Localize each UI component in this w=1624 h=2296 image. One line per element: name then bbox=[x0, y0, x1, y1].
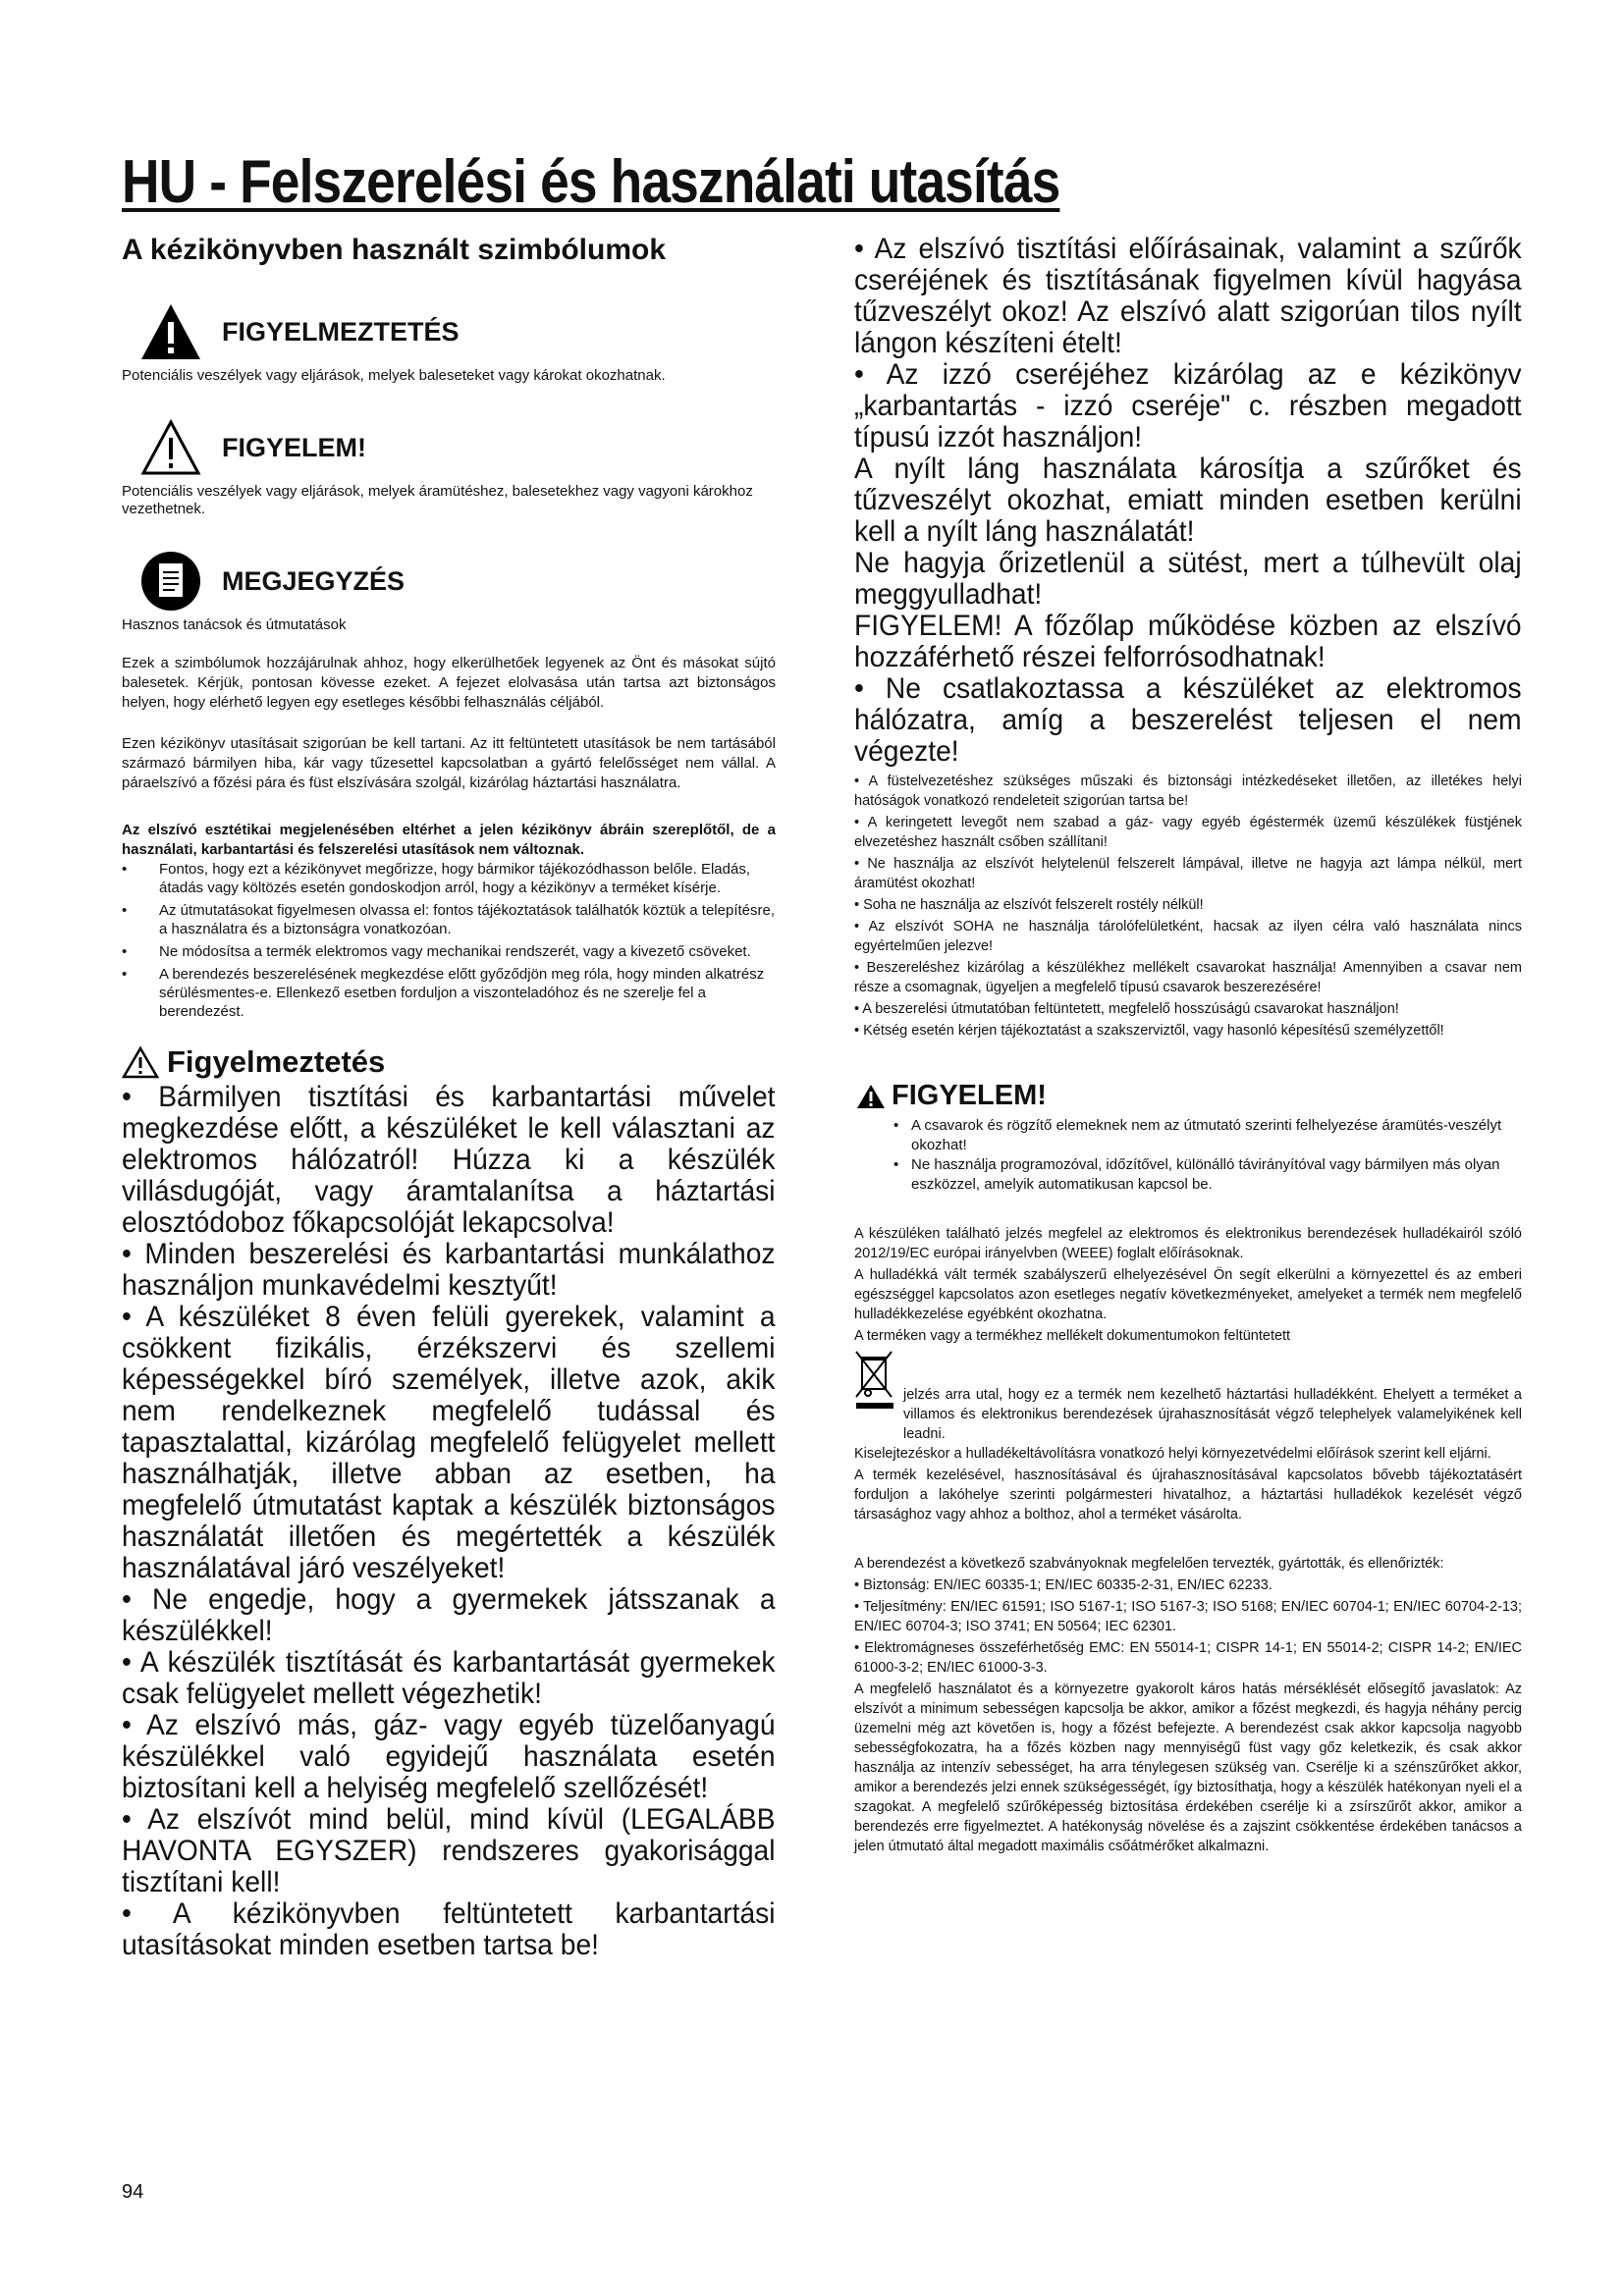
symbol-description: Potenciális veszélyek vagy eljárások, melyek baleseteket vagy károkat okozhatnak. bbox=[122, 367, 666, 384]
symbol-note bbox=[122, 550, 776, 613]
paragraph: Ezen kézikönyv utasításait szigorúan be kell tartani. Az itt feltüntetett utasítások be nem tartásából származó bármilyen hiba, kár vagy tűzesettel kapcsolatban a gyártó felelősséget nem vállal. A páraelszívó a főzési pára és füst elszívására szolgál, kizárólag háztartási használatra. bbox=[122, 735, 776, 791]
attention-list bbox=[854, 1116, 1522, 1195]
note-paragraph: • Kétség esetén kérjen tájékoztatást a szakszerviztől, vagy hasonló képesítésű személyzettől! bbox=[854, 1023, 1444, 1039]
warning-filled-icon bbox=[139, 300, 202, 363]
warning-heading bbox=[122, 1044, 776, 1080]
symbol-description: Potenciális veszélyek vagy eljárások, melyek áramütéshez, balesetekhez vagy vagyoni károkhoz vezethetnek. bbox=[122, 483, 753, 517]
list-item: • A csavarok és rögzítő elemeknek nem az útmutató szerinti felhelyezése áramütés-veszélyt okozhat! bbox=[911, 1116, 1522, 1155]
crossed-bin-icon bbox=[854, 1350, 895, 1411]
warning-paragraph: • Az elszívót mind belül, mind kívül (LEGALÁBB HAVONTA EGYSZER) rendszeres gyakorisággal tisztítani kell! bbox=[122, 1803, 776, 1898]
right-column bbox=[854, 234, 1522, 1858]
warning-filled-icon bbox=[856, 1084, 886, 1109]
weee-paragraph: A készüléken található jelzés megfelel az elektromos és elektronikus berendezések hulladékairól szóló 2012/19/EC európai irányelvben (WEEE) foglalt előírásoknak. bbox=[854, 1226, 1522, 1261]
warning-paragraph: • Minden beszerelési és karbantartási munkálathoz használjon munkavédelmi kesztyűt! bbox=[122, 1238, 776, 1302]
weee-paragraph: A hulladékká vált termék szabályszerű elhelyezésével Ön segít elkerülni a környezettel és az emberi egészséggel kapcsolatos azon esetleges negatív következményeket, amelyeket a termék nem megfelelő hulladékkezelése egyébként okozhatna. bbox=[854, 1267, 1522, 1322]
list-item: • Ne módosítsa a termék elektromos vagy mechanikai rendszerét, vagy a kivezető csöveket. bbox=[159, 942, 776, 961]
note-paragraph: • Ne használja az elszívót helytelenül felszerelt lámpával, illetve ne hagyja azt lámpa nélkül, mert áramütést okozhat! bbox=[854, 856, 1522, 891]
safety-paragraph: FIGYELEM! A főzőlap működése közben az elszívó hozzáférhető részei felforrósodhatnak! bbox=[854, 610, 1522, 673]
attention-title: FIGYELEM! bbox=[892, 1080, 1047, 1111]
note-paragraph: • Beszereléshez kizárólag a készülékhez mellékelt csavarokat használja! Amennyiben a csavar nem része a csomagnak, ügyeljen a megfelelő típusú csavarok beszerezésére! bbox=[854, 960, 1522, 995]
warning-paragraph: • A készüléket 8 éven felüli gyerekek, valamint a csökkent fizikális, érzékszervi és szellemi képességekkel bíró személyek, illetve azok, akik nem rendelkeznek megfelelő tudással és tapasztalattal, kizárólag megfelelő felügyelet mellett használhatják, illetve abban az esetben, ha megfelelő útmutatást kaptak a készülék biztonságos használatát illetően és megértették a készülék használatával járó veszélyeket! bbox=[122, 1301, 776, 1584]
safety-paragraph: • Az elszívó tisztítási előírásainak, valamint a szűrők cseréjének és tisztításának figyelmen kívül hagyása tűzveszélyt okoz! Az elszívó alatt szigorúan tilos nyílt lángon készíteni ételt! bbox=[854, 233, 1522, 359]
page-number: 94 bbox=[122, 2181, 144, 2203]
weee-paragraph: A termék kezelésével, hasznosításával és újrahasznosításával kapcsolatos bővebb tájékoztatásért forduljon a lakóhelye szerinti polgármesteri hivatalhoz, a háztartási hulladékok kezelését végző társasághoz vagy ahhoz a bolthoz, ahol a terméket vásárolta. bbox=[854, 1468, 1522, 1522]
weee-text bbox=[854, 1224, 1522, 1346]
standards-paragraph: • Biztonság: EN/IEC 60335-1; EN/IEC 60335-2-31, EN/IEC 62233. bbox=[854, 1577, 1272, 1593]
note-paragraph: • A keringetett levegőt nem szabad a gáz- vagy egyéb égéstermék üzemű készülékek füstjének elvezetéshez használt csőben szállítani! bbox=[854, 815, 1522, 850]
warning-text bbox=[122, 1082, 776, 1961]
standards-paragraph: A berendezést a következő szabványoknak megfelelően tervezték, gyártották, és ellenőrizték: bbox=[854, 1556, 1444, 1572]
bold-paragraph: Az elszívó esztétikai megjelenésében eltérhet a jelen kézikönyv ábráin szereplőtől, de a használati, karbantartási és felszerelési utasítások nem változnak. bbox=[122, 822, 776, 858]
symbols-section-title: A kézikönyvben használt szimbólumok bbox=[122, 234, 667, 266]
list-item: • A berendezés beszerelésének megkezdése előtt győződjön meg róla, hogy minden alkatrész sérülésmentes-e. Ellenkező esetben forduljon a viszonteladóhoz és ne szerelje fel a berendezést. bbox=[159, 965, 776, 1021]
bullet-list bbox=[122, 860, 776, 1021]
note-paragraph: • Soha ne használja az elszívót felszerelt rostély nélkül! bbox=[854, 897, 1204, 913]
left-column bbox=[122, 234, 776, 1961]
note-paragraph: • Az elszívót SOHA ne használja tárolófelületként, hacsak az ilyen célra való használata nincs egyértelműen jelezve! bbox=[854, 919, 1522, 954]
safety-notes bbox=[854, 772, 1522, 1041]
note-paragraph: • A beszerelési útmutatóban feltüntetett, megfelelő hosszúságú csavarokat használjon! bbox=[854, 1001, 1399, 1017]
weee-description: jelzés arra utal, hogy ez a termék nem kezelhető háztartási hulladékként. Ehelyett a terméket a villamos és elektronikus berendezések újrahasznosítását végző telephelyek valamelyikének kell leadni. bbox=[903, 1387, 1522, 1442]
standards-paragraph: • Teljesítmény: EN/IEC 61591; ISO 5167-1; ISO 5167-3; ISO 5168; EN/IEC 60704-1; EN/IEC 60704-2-13; EN/IEC 60704-3; ISO 3741; EN 50564; IEC 62301. bbox=[854, 1599, 1522, 1634]
list-item: • Fontos, hogy ezt a kézikönyvet megőrizze, hogy bármikor tájékozódhasson belőle. Eladás, átadás vagy költözés esetén gondoskodjon arról, hogy a kézikönyv a terméket kísérje. bbox=[159, 860, 776, 897]
standards-paragraph: A megfelelő használatot és a környezetre gyakorolt káros hatás mérséklését elősegítő javaslatok: Az elszívót a minimum sebességen kapcsolja be akkor, amikor a főzést megkezdi, és hagyja néhány percig üzemelni még azt követően is, hogy a főzést befejezte. A berendezést csak akkor kapcsolja nagyobb sebességfokozatra, ha a főzés közben nagy mennyiségű füst vagy gőz keletkezik, és csak akkor használja az intenzív sebességet, ha arra ténylegesen szükség van. Cserélje ki a szénszűrőket akkor, amikor a berendezés jelzi ennek szükségességét, így biztosíthatja, hogy a készülék hatékonyan nyeli el a szagokat. A megfelelő szűrőképesség biztosítása érdekében cserélje ki a zsírszűrőt akkor, amikor a berendezés erre figyelmeztet. A hatékonyság növelése és a zajszint csökkentése érdekében tanácsos a jelen útmutató által megadott maximális csőátmérőket alkalmazni. bbox=[854, 1682, 1522, 1854]
note-paragraph: • A füstelvezetéshez szükséges műszaki és biztonsági intézkedéseket illetően, az illetékes helyi hatóságok vonatkozó rendeleteit szigorúan tartsa be! bbox=[854, 774, 1522, 809]
standards-paragraph: • Elektromágneses összeférhetőség EMC: EN 55014-1; CISPR 14-1; EN 55014-2; CISPR 14-2; EN/IEC 61000-3-2; EN/IEC 61000-3-3. bbox=[854, 1640, 1522, 1676]
weee-text-2 bbox=[854, 1444, 1522, 1524]
standards-text bbox=[854, 1554, 1522, 1856]
warning-outline-icon bbox=[122, 1045, 159, 1079]
warning-paragraph: • Bármilyen tisztítási és karbantartási művelet megkezdése előtt, a készüléket le kell választani az elektromos hálózatról! Húzza ki a készülék villásdugóját, vagy áramtalanítsa a háztartási elosztódoboz főkapcsolóját lekapcsolva! bbox=[122, 1081, 776, 1239]
paragraph: Ezek a szimbólumok hozzájárulnak ahhoz, hogy elkerülhetőek legyenek az Önt és másokat sújtó balesetek. Kérjük, pontosan kövesse ezeket. A fejezet elolvasása után tartsa azt biztonságos helyen, hogy elérhető legyen egy esetleges későbbi felhasználás céljából. bbox=[122, 655, 776, 711]
safety-paragraph: Ne hagyja őrizetlenül a sütést, mert a túlhevült olaj meggyulladhat! bbox=[854, 547, 1522, 611]
safety-paragraph: • Ne csatlakoztassa a készüléket az elektromos hálózatra, amíg a beszerelést teljesen el nem végezte! bbox=[854, 672, 1522, 768]
symbol-label: MEGJEGYZÉS bbox=[222, 565, 406, 596]
page-title: HU - Felszerelési és használati utasítás bbox=[122, 148, 1060, 216]
warning-paragraph: • Az elszívó más, gáz- vagy egyéb tüzelőanyagú készülékkel való egyidejű használata esetén biztosítani kell a helyiség megfelelő szellőzését! bbox=[122, 1709, 776, 1804]
list-item: • Ne használja programozóval, időzítővel, különálló távirányítóval vagy bármilyen más olyan eszközzel, amelyik automatikusan kapcsol be. bbox=[911, 1155, 1522, 1195]
warning-title: Figyelmeztetés bbox=[167, 1044, 386, 1079]
weee-symbol-row bbox=[854, 1350, 1522, 1444]
warning-paragraph: • A kézikönyvben feltüntetett karbantartási utasításokat minden esetben tartsa be! bbox=[122, 1897, 776, 1961]
safety-paragraph: • Az izzó cseréjéhez kizárólag az e kézikönyv „karbantartás - izzó cseréje" c. részben megadott típusú izzót használjon! bbox=[854, 358, 1522, 454]
weee-paragraph: A terméken vagy a termékhez mellékelt dokumentumokon feltüntetett bbox=[854, 1328, 1291, 1344]
symbol-label: FIGYELEM! bbox=[222, 432, 366, 462]
symbol-attention bbox=[122, 416, 776, 479]
safety-text bbox=[854, 234, 1522, 768]
note-icon bbox=[139, 550, 202, 613]
attention-heading bbox=[856, 1080, 1522, 1112]
warning-paragraph: • Ne engedje, hogy a gyermekek játsszanak a készülékkel! bbox=[122, 1583, 776, 1647]
list-item: • Az útmutatásokat figyelmesen olvassa el: fontos tájékoztatások találhatók köztük a telepítésre, a használatra és a biztonságra vonatkozóan. bbox=[159, 901, 776, 938]
safety-paragraph: A nyílt láng használata károsítja a szűrőket és tűzveszélyt okozhat, emiatt minden esetben kerülni kell a nyílt láng használatát! bbox=[854, 453, 1522, 548]
symbol-warning bbox=[122, 300, 776, 363]
warning-outline-icon bbox=[139, 416, 202, 479]
warning-paragraph: • A készülék tisztítását és karbantartását gyermekek csak felügyelet mellett végezhetik! bbox=[122, 1646, 776, 1710]
weee-paragraph: Kiselejtezéskor a hulladékeltávolításra vonatkozó helyi környezetvédelmi előírások szerint kell eljárni. bbox=[854, 1446, 1491, 1462]
symbol-label: FIGYELMEZTETÉS bbox=[222, 316, 460, 347]
symbol-description: Hasznos tanácsok és útmutatások bbox=[122, 616, 347, 633]
